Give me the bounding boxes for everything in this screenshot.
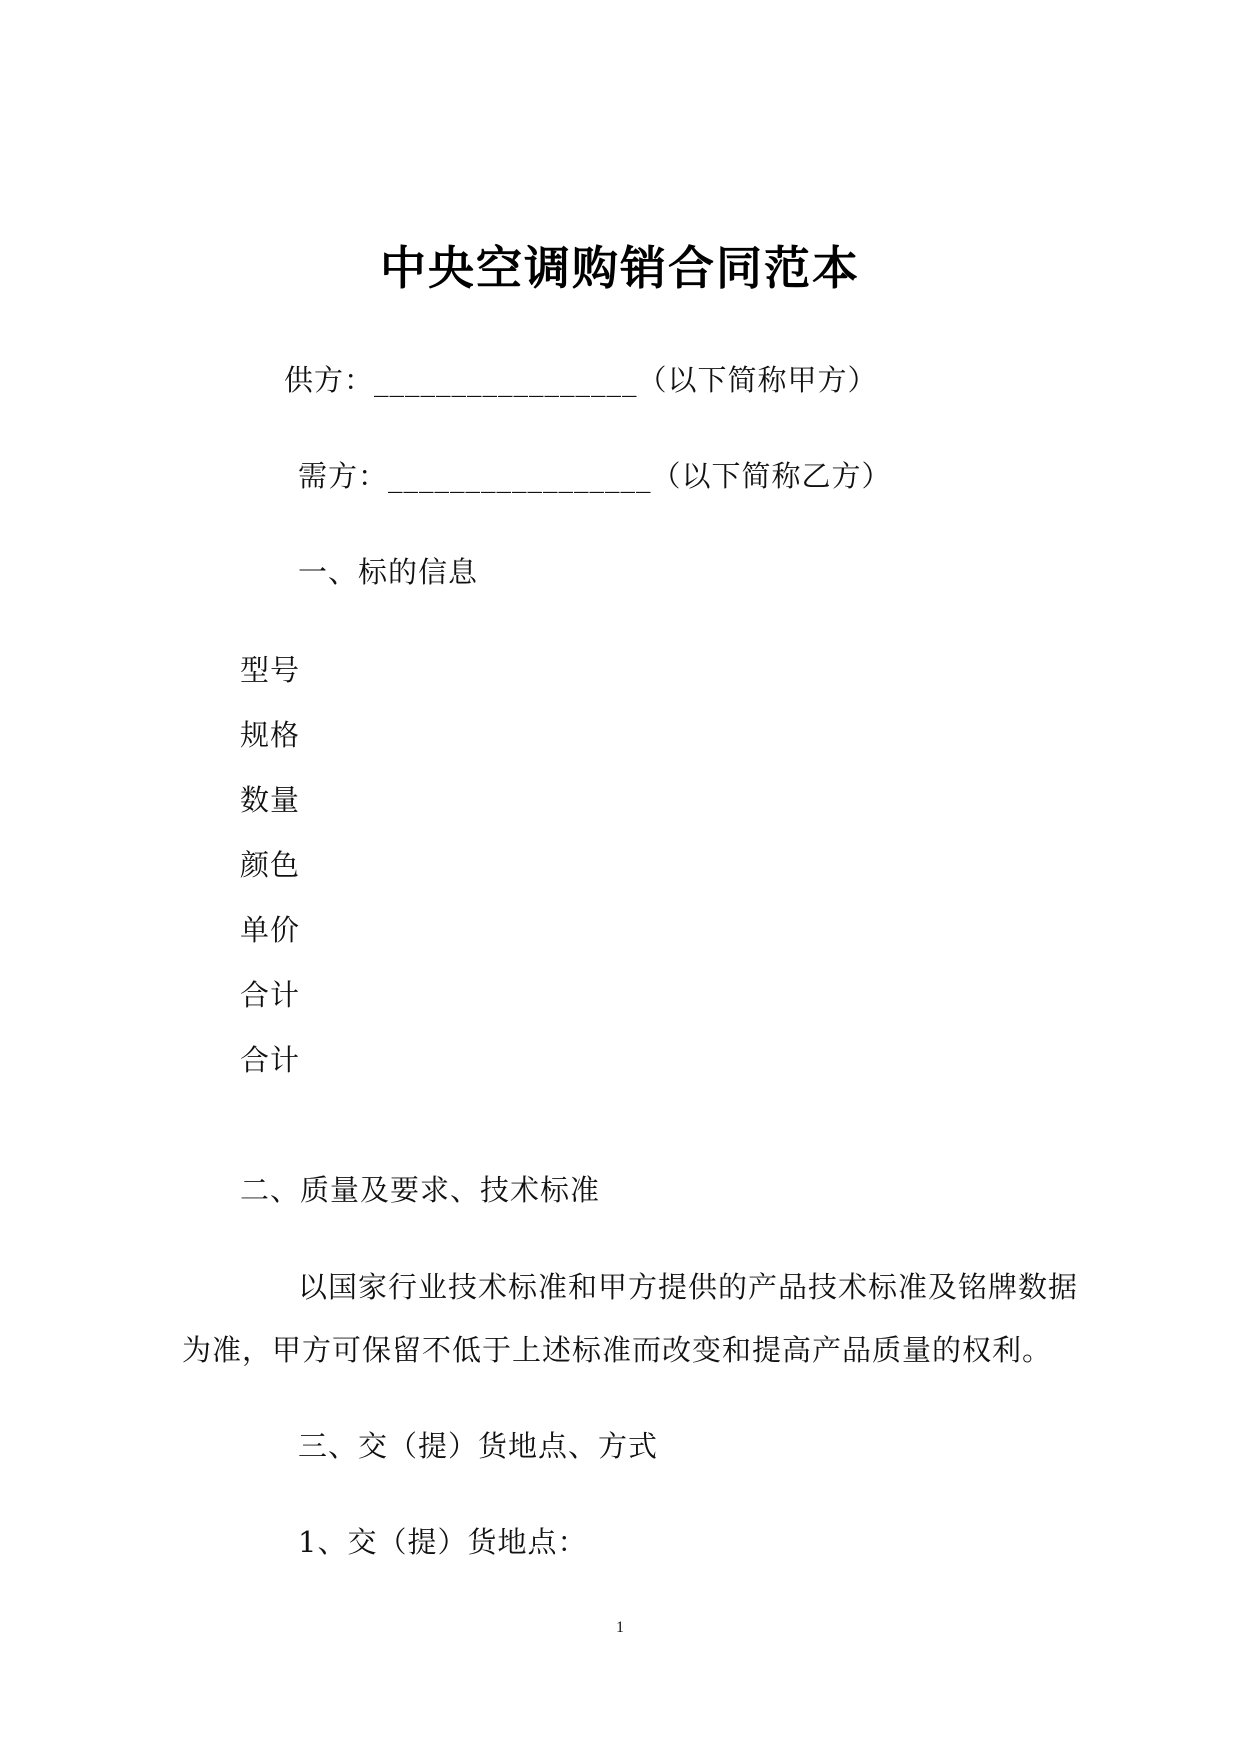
item-field-color: 颜色 <box>240 848 301 882</box>
item-field-total: 合计 <box>240 978 301 1012</box>
section3-item1: 1、交（提）货地点： <box>298 1525 588 1559</box>
item-field-quantity: 数量 <box>240 783 301 817</box>
item-field-unit-price: 单价 <box>240 913 301 947</box>
item-field-spec: 规格 <box>240 718 301 752</box>
item-field-model: 型号 <box>240 653 301 687</box>
section1-heading: 一、标的信息 <box>298 555 479 589</box>
supplier-line: 供方：_________________（以下简称甲方） <box>284 363 878 397</box>
document-title: 中央空调购销合同范本 <box>380 241 860 295</box>
section2-heading: 二、质量及要求、技术标准 <box>240 1173 601 1207</box>
page-number: 1 <box>616 1619 624 1636</box>
section3-heading: 三、交（提）货地点、方式 <box>298 1429 659 1463</box>
section2-paragraph-line1: 以国家行业技术标准和甲方提供的产品技术标准及铭牌数据 <box>298 1270 1079 1304</box>
section2-paragraph-line2: 为准，甲方可保留不低于上述标准而改变和提高产品质量的权利。 <box>182 1333 1053 1367</box>
buyer-line: 需方：_________________（以下简称乙方） <box>298 459 892 493</box>
item-field-total-2: 合计 <box>240 1043 301 1077</box>
